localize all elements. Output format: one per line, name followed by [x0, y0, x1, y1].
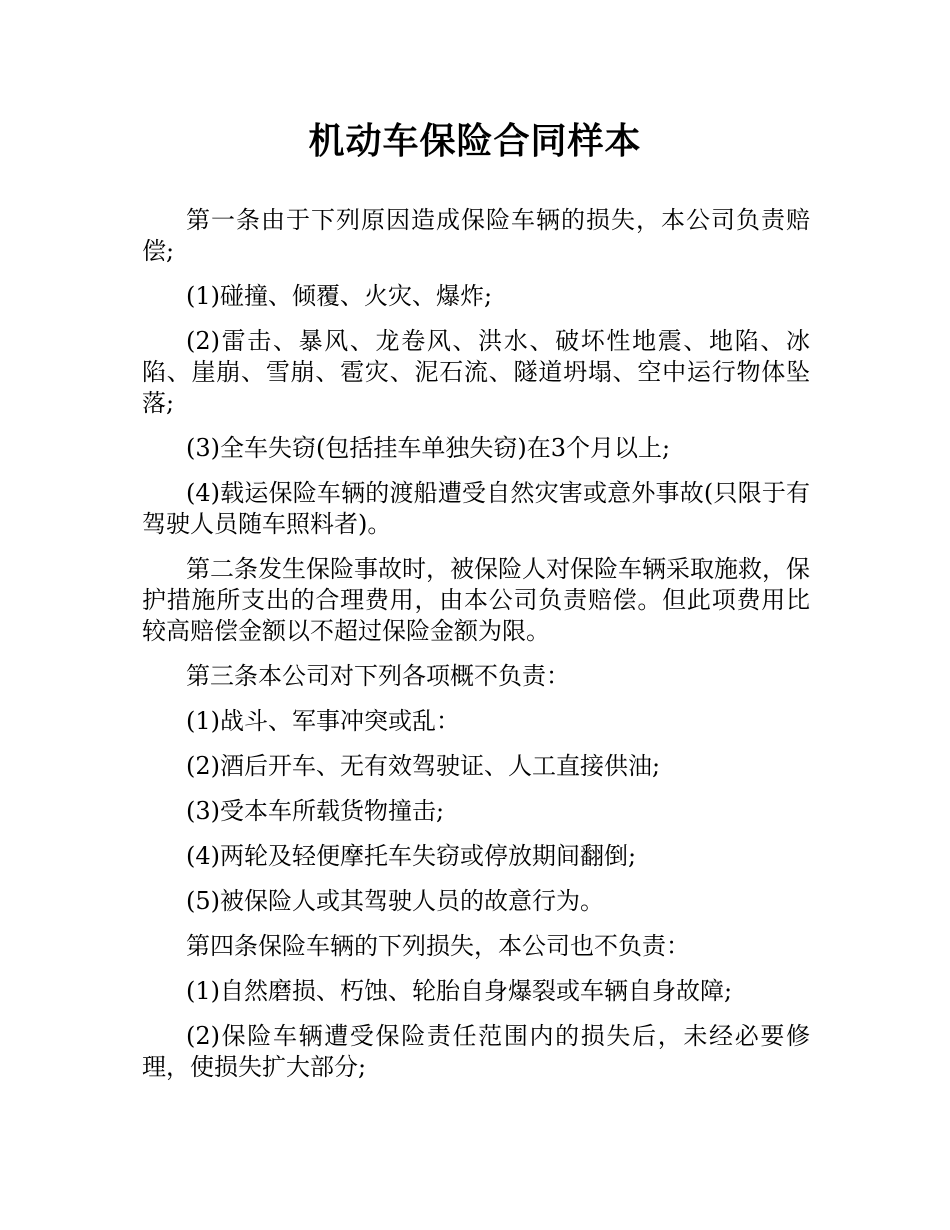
- document-title: 机动车保险合同样本: [308, 121, 642, 162]
- clause-1-item-4: (4)载运保险车辆的渡船遭受自然灾害或意外事故(只限于有驾驶人员随车照料者)。: [142, 479, 810, 538]
- document-body: [142, 205, 810, 1097]
- clause-2: 第二条发生保险事故时，被保险人对保险车辆采取施救，保护措施所支出的合理费用，由本公司负责赔偿。但此项费用比较高赔偿金额以不超过保险金额为限。: [142, 555, 810, 645]
- clause-3-heading: 第三条本公司对下列各项概不负责：: [186, 662, 570, 690]
- clause-3-item-4: (4)两轮及轻便摩托车失窃或停放期间翻倒;: [186, 842, 637, 870]
- clause-3-item-3: (3)受本车所载货物撞击;: [186, 797, 445, 825]
- clause-1-item-3: (3)全车失窃(包括挂车单独失窃)在3个月以上;: [186, 434, 671, 462]
- clause-1-item-2: (2)雷击、暴风、龙卷风、洪水、破坏性地震、地陷、冰陷、崖崩、雪崩、雹灾、泥石流、隧道坍塌、空中运行物体坠落;: [142, 327, 810, 417]
- clause-1-item-1: (1)碰撞、倾覆、火灾、爆炸;: [186, 282, 493, 310]
- clause-3-item-1: (1)战斗、军事冲突或乱：: [186, 707, 460, 735]
- clause-3-item-5: (5)被保险人或其驾驶人员的故意行为。: [186, 887, 604, 915]
- clause-4-heading: 第四条保险车辆的下列损失，本公司也不负责：: [186, 932, 690, 960]
- clause-1-heading: 第一条由于下列原因造成保险车辆的损失，本公司负责赔偿;: [142, 206, 810, 265]
- clause-4-item-1: (1)自然磨损、朽蚀、轮胎自身爆裂或车辆自身故障;: [186, 977, 733, 1005]
- clause-3-item-2: (2)酒后开车、无有效驾驶证、人工直接供油;: [186, 752, 661, 780]
- clause-4-item-2: (2)保险车辆遭受保险责任范围内的损失后，未经必要修理，使损失扩大部分;: [142, 1022, 810, 1081]
